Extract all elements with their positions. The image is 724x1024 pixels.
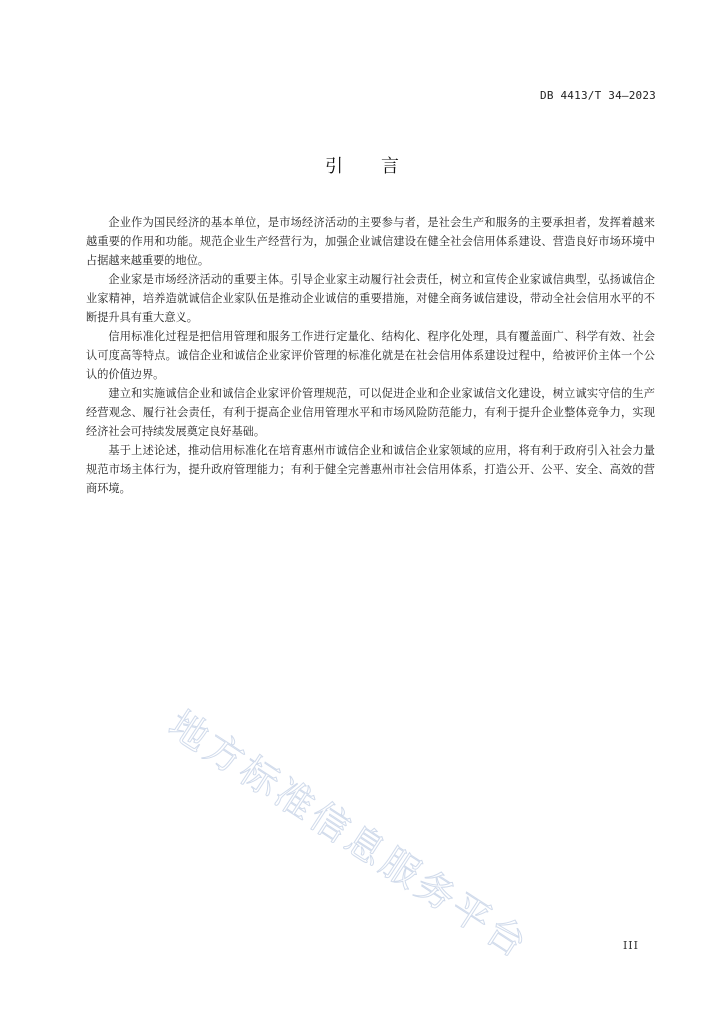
page-number: III — [622, 939, 639, 952]
watermark: 地方标准信息服务平台 — [161, 701, 538, 968]
paragraph-3: 信用标准化过程是把信用管理和服务工作进行定量化、结构化、程序化处理，具有覆盖面广、科学有效、社会认可度高等特点。诚信企业和诚信企业家评价管理的标准化就是在社会信用体系建设过程中，给被评价主体一个公认的价值边界。 — [86, 330, 655, 381]
body-text — [86, 213, 655, 498]
paragraph-4: 建立和实施诚信企业和诚信企业家评价管理规范，可以促进企业和企业家诚信文化建设，树立诚实守信的生产经营观念、履行社会责任，有利于提高企业信用管理水平和市场风险防范能力，有利于提升企业整体竞争力，实现经济社会可持续发展奠定良好基础。 — [86, 387, 655, 438]
paragraph-5: 基于上述论述，推动信用标准化在培育惠州市诚信企业和诚信企业家领域的应用，将有利于政府引入社会力量规范市场主体行为，提升政府管理能力；有利于健全完善惠州市社会信用体系，打造公开、公平、安全、高效的营商环境。 — [86, 444, 655, 495]
paragraph-1: 企业作为国民经济的基本单位，是市场经济活动的主要参与者，是社会生产和服务的主要承担者，发挥着越来越重要的作用和功能。规范企业生产经营行为，加强企业诚信建设在健全社会信用体系建设、营造良好市场环境中占据越来越重要的地位。 — [86, 216, 655, 267]
paragraph-2: 企业家是市场经济活动的重要主体。引导企业家主动履行社会责任，树立和宣传企业家诚信典型，弘扬诚信企业家精神，培养造就诚信企业家队伍是推动企业诚信的重要措施，对健全商务诚信建设，带动全社会信用水平的不断提升具有重大意义。 — [86, 273, 655, 324]
page-title: 引言 — [325, 156, 437, 177]
document-number: DB 4413/T 34—2023 — [540, 89, 656, 102]
